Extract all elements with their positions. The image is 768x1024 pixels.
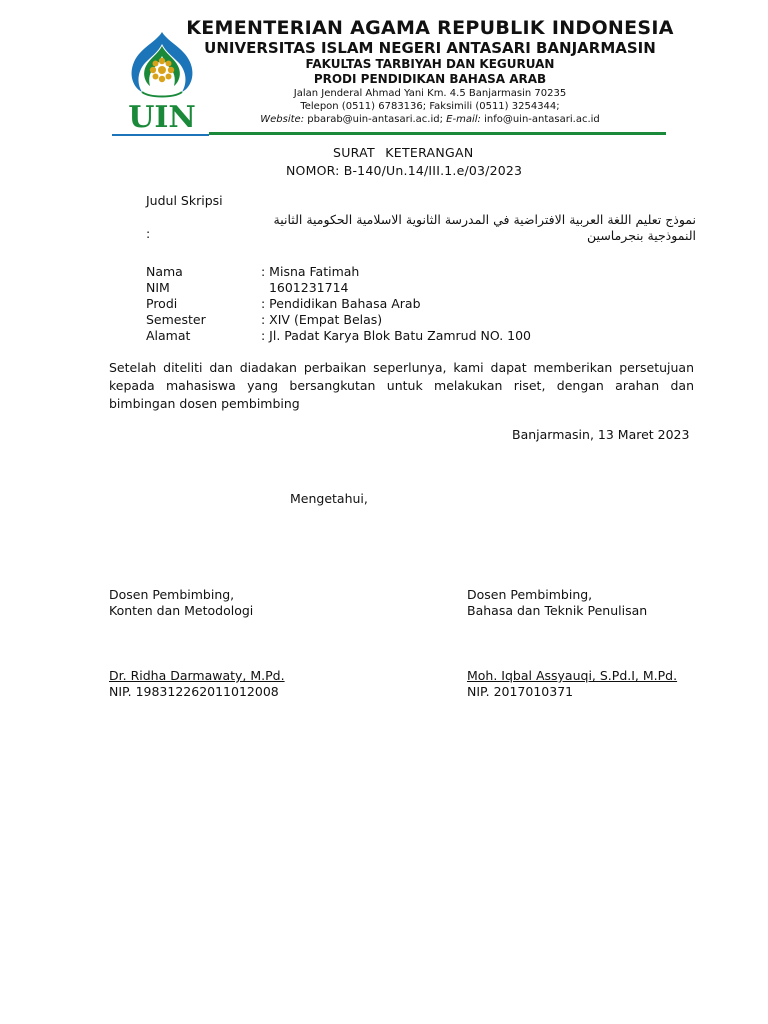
university-heading: UNIVERSITAS ISLAM NEGERI ANTASARI BANJARMASIN [204,39,656,57]
thesis-label: Judul Skripsi [146,193,223,208]
ministry-heading: KEMENTERIAN AGAMA REPUBLIK INDONESIA [186,17,674,39]
contact-line [150,114,710,125]
acknowledged-label: Mengetahui, [290,491,368,506]
thesis-title-arabic: نموذج تعليم اللغة العربية الافتراضية في المدرسة الثانوية الاسلامية الحكومية الثانية النموذجية بنجرماسين [273,212,696,243]
left-signer-field: Konten dan Metodologi [109,603,254,618]
student-label-nim: NIM [146,280,170,295]
student-value-address: : Jl. Padat Karya Blok Batu Zamrud NO. 100 [261,328,532,343]
address-line: Jalan Jenderal Ahmad Yani Km. 4.5 Banjarmasin 70235 [293,88,567,99]
student-value-name: : Misna Fatimah [261,264,360,279]
left-signer-role: Dosen Pembimbing, [109,587,235,602]
logo-text: UIN [128,100,196,134]
student-label-address: Alamat [146,328,191,343]
student-label-semester: Semester [146,312,206,327]
left-signer-name: Dr. Ridha Darmawaty, M.Pd. [109,668,285,683]
letter-title: SURAT KETERANGAN [333,145,474,160]
header-rule-blue [112,134,209,136]
left-signer-nip: NIP. 198312262011012008 [109,684,279,699]
email-value: info@uin-antasari.ac.id [484,114,600,125]
student-value-semester: : XIV (Empat Belas) [261,312,383,327]
place-date: Banjarmasin, 13 Maret 2023 [512,427,690,442]
body-paragraph: Setelah diteliti dan diadakan perbaikan seperlunya, kami dapat memberikan persetujuan kepada mahasiswa yang bersangkutan untuk melakukan riset, dengan arahan dan bimbingan dosen pembimbing [109,360,694,411]
phone-line: Telepon (0511) 6783136; Faksimili (0511) 3254344; [300,101,560,112]
thesis-colon: : [146,226,151,241]
header-rule-green [209,132,666,134]
email-label: E-mail: [446,114,481,125]
right-signer-name: Moh. Iqbal Assyauqi, S.Pd.I, M.Pd. [467,668,678,683]
student-label-name: Nama [146,264,183,279]
letter-number: NOMOR: B-140/Un.14/III.1.e/03/2023 [286,163,523,178]
right-signer-field: Bahasa dan Teknik Penulisan [467,603,648,618]
student-value-nim: 1601231714 [261,280,349,295]
right-signer-nip: NIP. 2017010371 [467,684,574,699]
faculty-heading: FAKULTAS TARBIYAH DAN KEGURUAN [305,57,555,71]
student-value-prodi: : Pendidikan Bahasa Arab [261,296,421,311]
website-value: pbarab@uin-antasari.ac.id; [307,114,443,125]
right-signer-role: Dosen Pembimbing, [467,587,593,602]
student-label-prodi: Prodi [146,296,178,311]
website-label: Website: [260,114,305,125]
program-heading: PRODI PENDIDIKAN BAHASA ARAB [313,72,547,86]
